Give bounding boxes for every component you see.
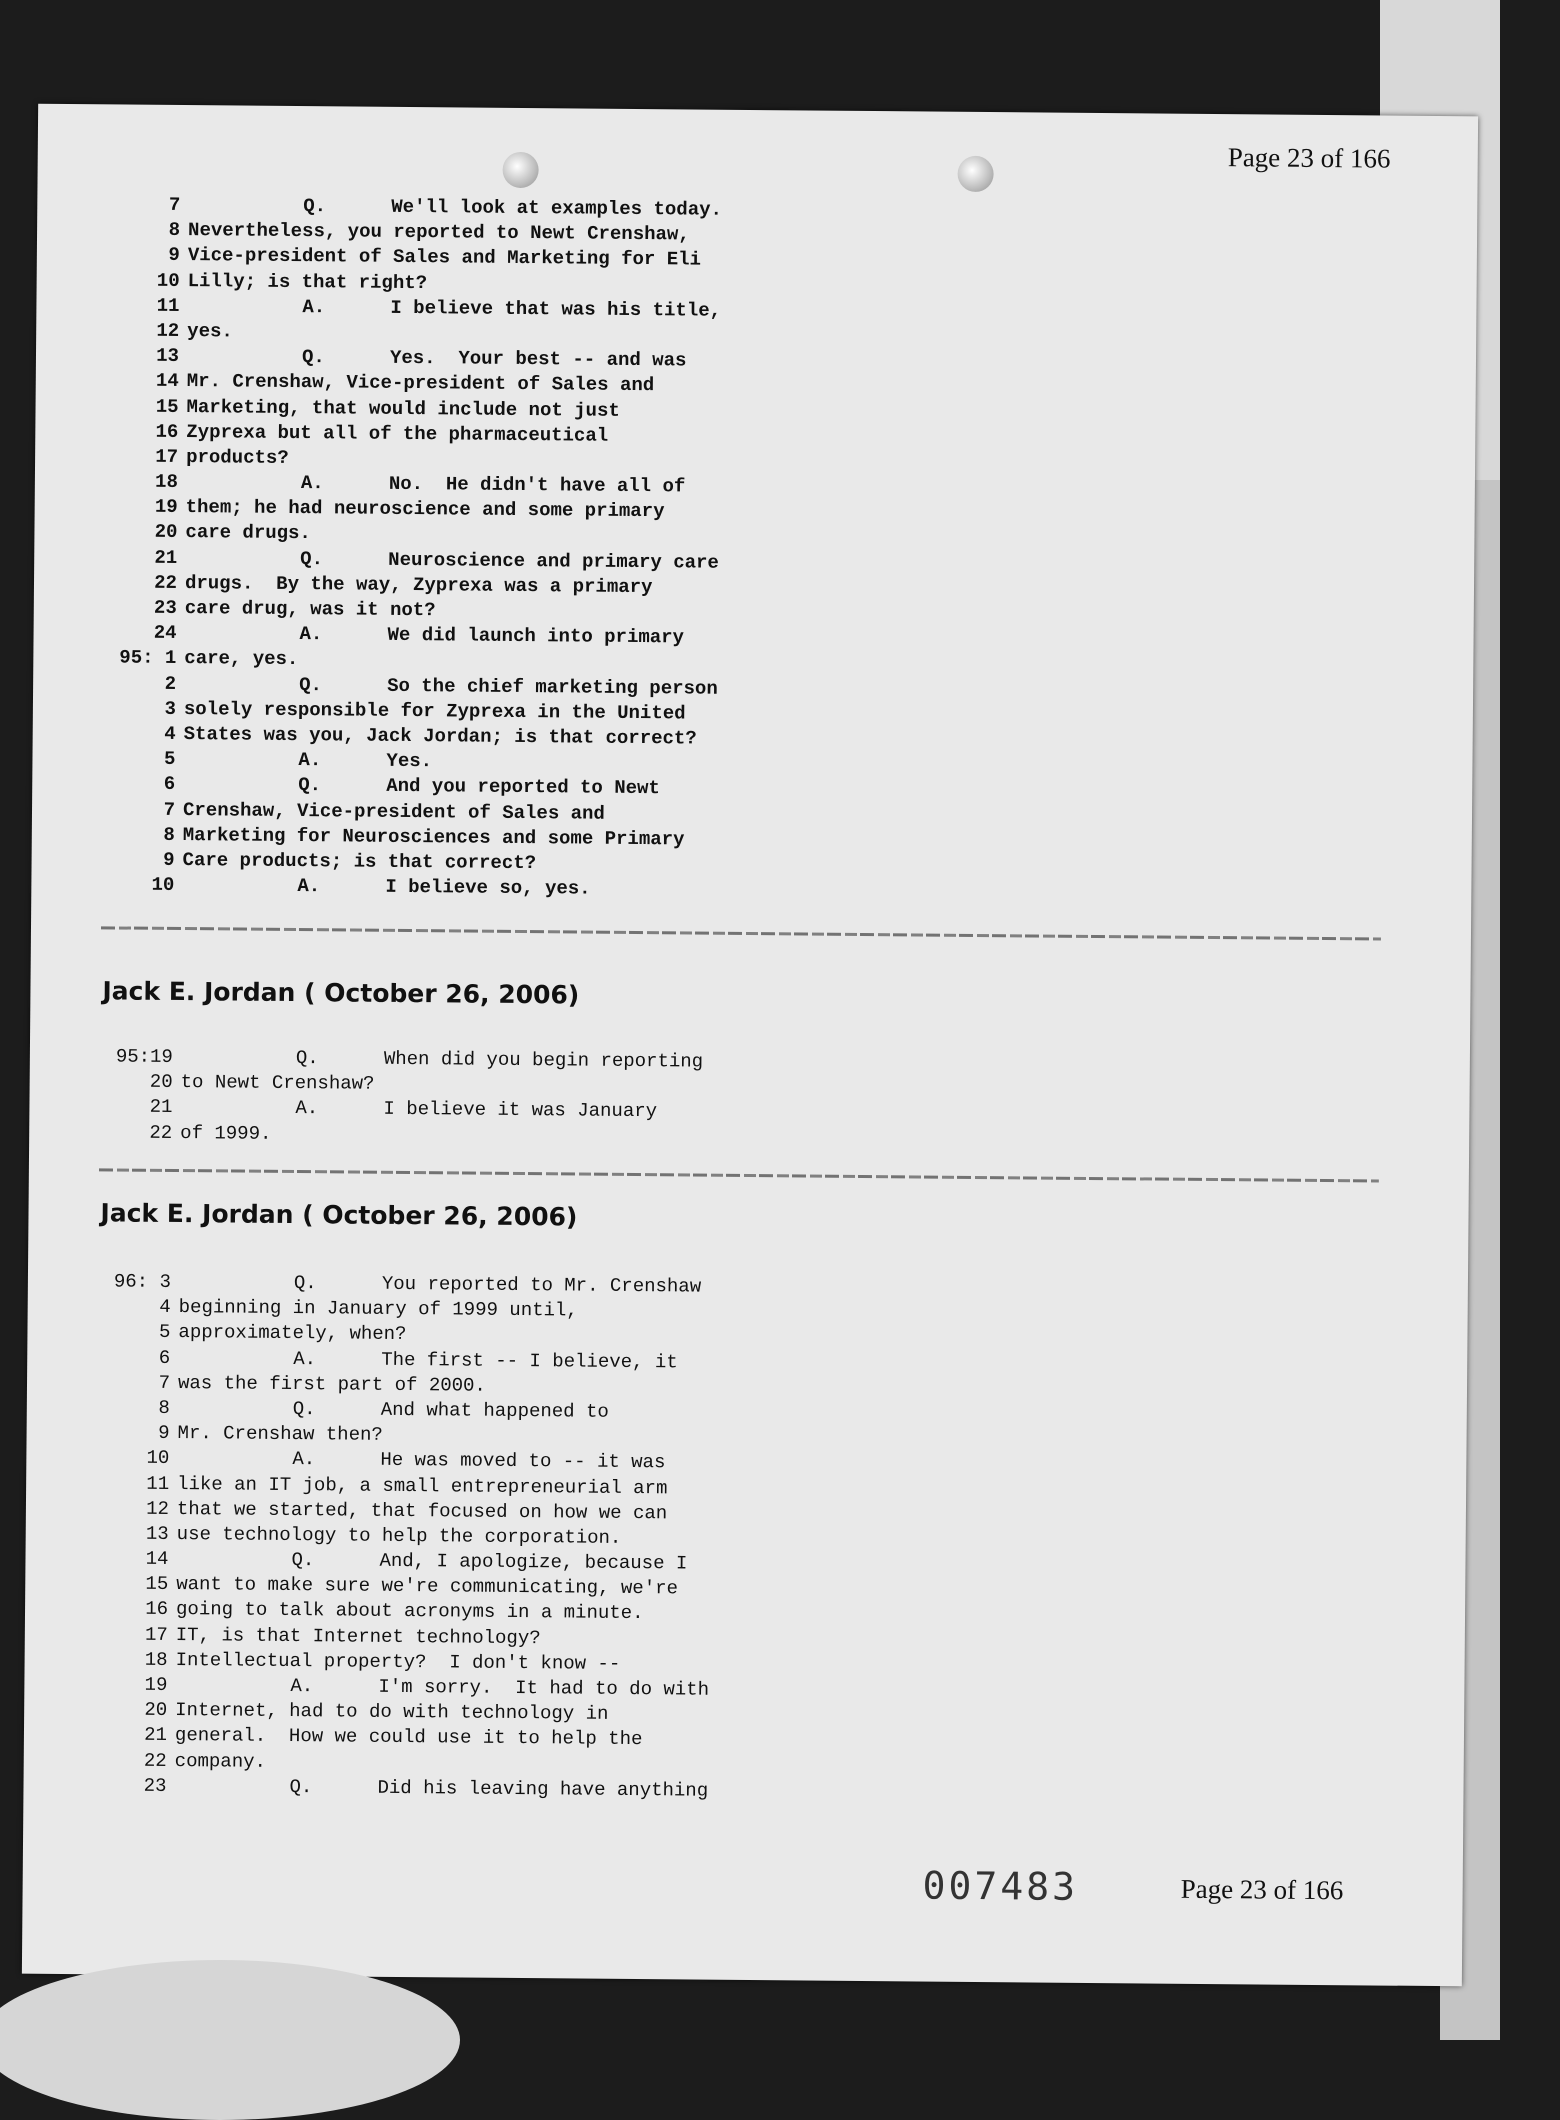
speaker-marker: A. — [292, 1448, 316, 1471]
line-number: 10 — [156, 269, 180, 292]
transcript-page — [22, 104, 1478, 1986]
line-number: 18 — [154, 470, 178, 494]
line-number: 20 — [144, 1698, 168, 1722]
line-number: 8 — [158, 1396, 170, 1419]
speaker-marker: A. — [295, 1097, 319, 1120]
line-text: yes. — [187, 319, 233, 343]
line-text: going to talk about acronyms in a minute. — [175, 1598, 644, 1625]
line-text: I believe it was January — [383, 1098, 658, 1123]
line-number: 11 — [146, 1472, 170, 1495]
line-text: Crenshaw, Vice-president of Sales and — [182, 798, 605, 825]
line-number: 8 — [168, 219, 181, 242]
line-number: 15 — [145, 1572, 169, 1596]
speaker-line — [187, 294, 721, 324]
line-text: So the chief marketing person — [387, 674, 718, 700]
speaker-marker: Q. — [295, 1047, 319, 1070]
line-number: 19 — [144, 1673, 168, 1696]
line-text: Marketing, that would include not just — [186, 395, 620, 422]
line-text: And what happened to — [380, 1398, 609, 1423]
line-number: 10 — [146, 1447, 170, 1470]
line-number: 95: 1 — [119, 646, 177, 670]
line-text: We'll look at examples today. — [391, 195, 723, 221]
line-number: 6 — [163, 773, 176, 796]
line-text: You reported to Mr. Crenshaw — [381, 1272, 702, 1298]
speaker-marker: A. — [302, 295, 326, 319]
line-text: like an IT job, a small entrepreneurial arm — [177, 1472, 668, 1499]
line-text: Mr. Crenshaw, Vice-president of Sales and — [186, 370, 655, 397]
line-text: Internet, had to do with technology in — [175, 1699, 609, 1725]
speaker-marker: Q. — [289, 1775, 313, 1798]
speaker-marker: A. — [298, 749, 322, 772]
line-text: general. How we could use it to help the — [174, 1724, 643, 1751]
speaker-marker: A. — [290, 1675, 314, 1698]
line-number: 17 — [144, 1623, 168, 1646]
line-text: them; he had neuroscience and some primary — [185, 496, 665, 523]
line-number: 17 — [155, 445, 179, 468]
line-text: that we started, that focused on how we can — [176, 1497, 668, 1524]
line-text: Marketing for Neurosciences and some Primary — [182, 823, 685, 851]
line-text: Intellectual property? I don't know -- — [175, 1648, 621, 1675]
line-number: 11 — [156, 294, 180, 317]
speaker-marker: Q. — [291, 1549, 315, 1572]
line-text: Care products; is that correct? — [182, 848, 537, 875]
line-number: 20 — [154, 521, 178, 544]
line-text: care drugs. — [185, 521, 311, 545]
line-number: 22 — [143, 1749, 167, 1772]
line-number: 95:19 — [115, 1045, 173, 1068]
line-text: I'm sorry. It had to do with — [378, 1675, 710, 1701]
line-text: solely responsible for Zyprexa in the United — [183, 697, 686, 725]
speaker-marker: A. — [293, 1347, 317, 1370]
punch-hole — [502, 152, 538, 188]
page-number-bottom: Page 23 of 166 — [1180, 1873, 1344, 1906]
line-number: 13 — [145, 1522, 169, 1545]
transcript-section-2 — [29, 1044, 1470, 1157]
speaker-marker: Q. — [298, 774, 322, 797]
line-text: The first -- I believe, it — [381, 1348, 678, 1373]
speaker-marker: Q. — [300, 547, 324, 570]
speaker-marker: A. — [299, 623, 323, 646]
line-text: And, I apologize, because I — [379, 1549, 688, 1575]
line-number: 21 — [144, 1724, 168, 1747]
deposition-heading: Jack E. Jordan ( October 26, 2006) — [100, 1198, 578, 1232]
line-number: 24 — [153, 621, 177, 645]
line-text: Neuroscience and primary care — [388, 548, 719, 574]
line-text: use technology to help the corporation. — [176, 1522, 622, 1549]
speaker-marker: Q. — [301, 346, 325, 369]
line-number: 12 — [146, 1497, 170, 1520]
speaker-line — [178, 1396, 609, 1425]
line-text: approximately, when? — [178, 1321, 407, 1346]
line-text: drugs. By the way, Zyprexa was a primary — [184, 571, 653, 598]
line-number: 18 — [144, 1648, 168, 1671]
speaker-line — [183, 747, 432, 774]
line-number: 9 — [168, 244, 180, 267]
punch-hole — [957, 156, 993, 192]
line-number: 8 — [163, 823, 175, 846]
line-number: 15 — [155, 395, 179, 418]
deposition-heading: Jack E. Jordan ( October 26, 2006) — [102, 976, 580, 1010]
line-number: 6 — [158, 1346, 171, 1369]
line-text: I believe that was his title, — [390, 296, 722, 322]
line-text: products? — [186, 445, 289, 469]
line-number: 12 — [156, 319, 180, 342]
bates-number: 007483 — [922, 1863, 1079, 1909]
line-number: 2 — [164, 672, 177, 695]
line-text: Yes. — [386, 749, 433, 773]
plate-edge — [0, 1960, 460, 2120]
line-number: 9 — [163, 848, 175, 871]
line-number: 19 — [154, 496, 178, 519]
line-text: beginning in January of 1999 until, — [178, 1296, 578, 1322]
speaker-marker: Q. — [293, 1272, 317, 1295]
line-number: 7 — [168, 193, 181, 216]
line-number: 20 — [149, 1070, 173, 1094]
speaker-marker: Q. — [303, 195, 327, 218]
line-number: 5 — [163, 748, 176, 771]
line-number: 22 — [154, 571, 178, 594]
line-text: care, yes. — [184, 647, 299, 671]
line-text: IT, is that Internet technology? — [175, 1623, 541, 1649]
line-text: No. He didn't have all of — [388, 472, 686, 498]
line-number: 9 — [158, 1421, 170, 1445]
line-number: 7 — [163, 798, 176, 821]
speaker-line — [182, 873, 590, 902]
line-number: 14 — [155, 370, 179, 393]
line-text: Mr. Crenshaw then? — [177, 1422, 383, 1446]
transcript-section-1 — [31, 192, 1477, 910]
line-number: 23 — [143, 1774, 167, 1797]
line-text: He was moved to -- it was — [380, 1449, 666, 1474]
line-number: 96: 3 — [113, 1270, 172, 1293]
line-number: 22 — [149, 1121, 173, 1144]
line-text: I believe so, yes. — [385, 875, 591, 900]
line-number: 23 — [153, 596, 177, 619]
line-text: was the first part of 2000. — [177, 1371, 486, 1397]
line-text: Zyprexa but all of the pharmaceutical — [186, 420, 609, 447]
line-number: 14 — [145, 1547, 169, 1571]
line-number: 21 — [154, 546, 178, 569]
section-divider — [99, 1168, 1379, 1182]
line-text: We did launch into primary — [387, 624, 685, 649]
speaker-marker: Q. — [292, 1397, 316, 1421]
line-text: Vice-president of Sales and Marketing for Eli — [187, 244, 702, 271]
line-text: And you reported to Newt — [386, 775, 660, 800]
line-number: 3 — [164, 697, 177, 720]
line-number: 4 — [164, 722, 176, 745]
line-number: 13 — [156, 344, 180, 368]
page-number-top: Page 23 of 166 — [1227, 142, 1391, 174]
line-text: company. — [174, 1749, 267, 1773]
line-text: to Newt Crenshaw? — [180, 1071, 375, 1095]
speaker-marker: A. — [297, 875, 321, 898]
line-number: 16 — [145, 1598, 169, 1621]
speaker-marker: Q. — [299, 673, 323, 696]
line-number: 21 — [149, 1096, 173, 1119]
line-text: Yes. Your best -- and was — [389, 346, 687, 372]
line-text: Nevertheless, you reported to Newt Crenshaw, — [187, 219, 690, 246]
line-text: Did his leaving have anything — [377, 1776, 709, 1802]
transcript-section-3 — [23, 1269, 1468, 1810]
line-number: 10 — [151, 873, 175, 897]
line-text: When did you begin reporting — [383, 1047, 704, 1073]
line-text: want to make sure we're communicating, we're — [176, 1573, 679, 1600]
line-text: of 1999. — [180, 1121, 272, 1145]
line-text: care drug, was it not? — [184, 597, 436, 622]
speaker-marker: A. — [300, 472, 324, 495]
section-divider — [101, 926, 1381, 940]
line-number: 5 — [158, 1321, 171, 1344]
line-number: 4 — [159, 1296, 171, 1319]
line-text: Lilly; is that right? — [187, 269, 428, 294]
line-number: 16 — [155, 420, 179, 443]
line-text: States was you, Jack Jordan; is that correct? — [183, 722, 697, 750]
line-number: 7 — [158, 1371, 171, 1394]
speaker-line — [174, 1774, 708, 1804]
